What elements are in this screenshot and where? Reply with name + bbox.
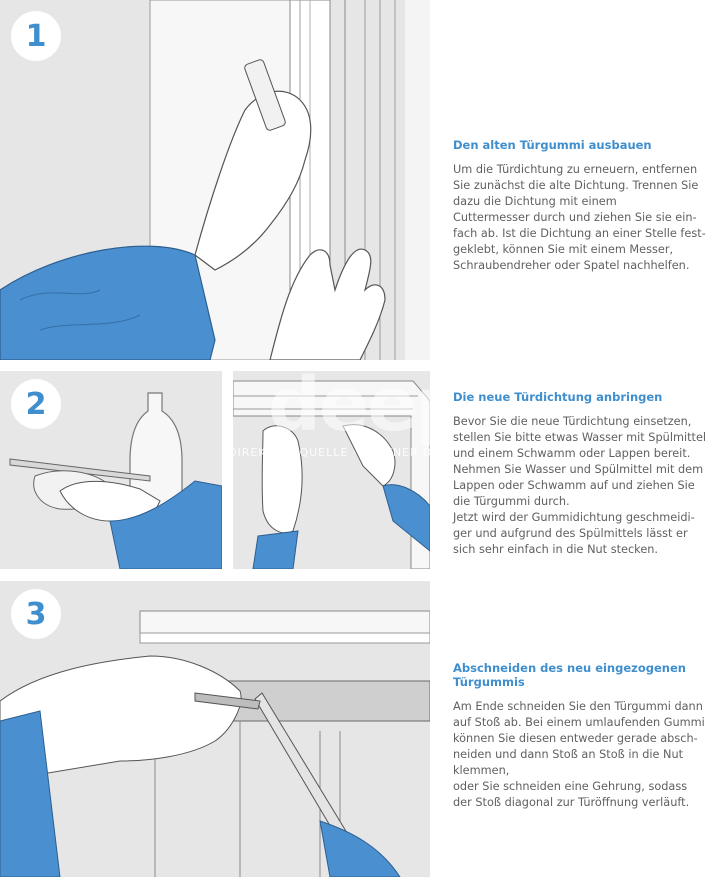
step-1-body: Um die Türdichtung zu erneuern, entfernen Sie zunächst die alte Dichtung. Trennen Sie dazu die Dichtung mit einem Cuttermesser durch und ziehen Sie sie ein- fach ab. Ist die Dichtung an einer Stelle fest- geklebt, können Sie mit einem Messer, Schraubendreher oder Spatel nachhelfen. — [453, 163, 706, 272]
step-2-illustration-right — [233, 371, 430, 569]
step-3-illustration — [0, 581, 430, 877]
step-2-heading: Die neue Türdichtung anbringen — [453, 390, 663, 404]
door-frame-illustration — [140, 611, 430, 633]
step-2-illustration-left — [0, 371, 222, 569]
step-3-body: Am Ende schneiden Sie den Türgummi dann auf Stoß ab. Bei einem umlaufenden Gummi können Sie diesen entweder gerade absch- neiden und dann Stoß an Stoß in die Nut klemmen, oder Sie schneiden eine Gehrung, sodass der Stoß diagonal zur Türöffnung verläuft. — [453, 700, 705, 809]
watermark-logo: deep — [268, 362, 467, 448]
step-3-heading: Abschneiden des neu eingezogenen Türgummis — [453, 661, 686, 689]
step-2-body: Bevor Sie die neue Türdichtung einsetzen, stellen Sie bitte etwas Wasser mit Spülmittel und einem Schwamm oder Lappen bereit. Nehmen Sie Wasser und Spülmittel mit dem Lappen oder Schwamm auf und ziehen Sie die Türgummi durch. Jetzt wird der Gummidichtung geschmeidi- ger und aufgrund des Spülmittels lässt er sich sehr einfach in die Nut stecken. — [453, 415, 707, 556]
door-frame-illustration — [0, 0, 430, 360]
step-1-illustration — [0, 0, 430, 360]
step-3-text — [453, 661, 718, 811]
step-1-text — [453, 138, 718, 274]
step-2-badge: 2 — [11, 379, 61, 429]
hand-illustration — [262, 426, 302, 533]
step-3-badge: 3 — [11, 589, 61, 639]
step-1-badge: 1 — [11, 11, 61, 61]
step-1-heading: Den alten Türgummi ausbauen — [453, 138, 652, 152]
step-2-text — [453, 390, 718, 558]
watermark-tagline: DIREKT AB QUELLE · PARTNER DIREKT — [228, 446, 469, 459]
